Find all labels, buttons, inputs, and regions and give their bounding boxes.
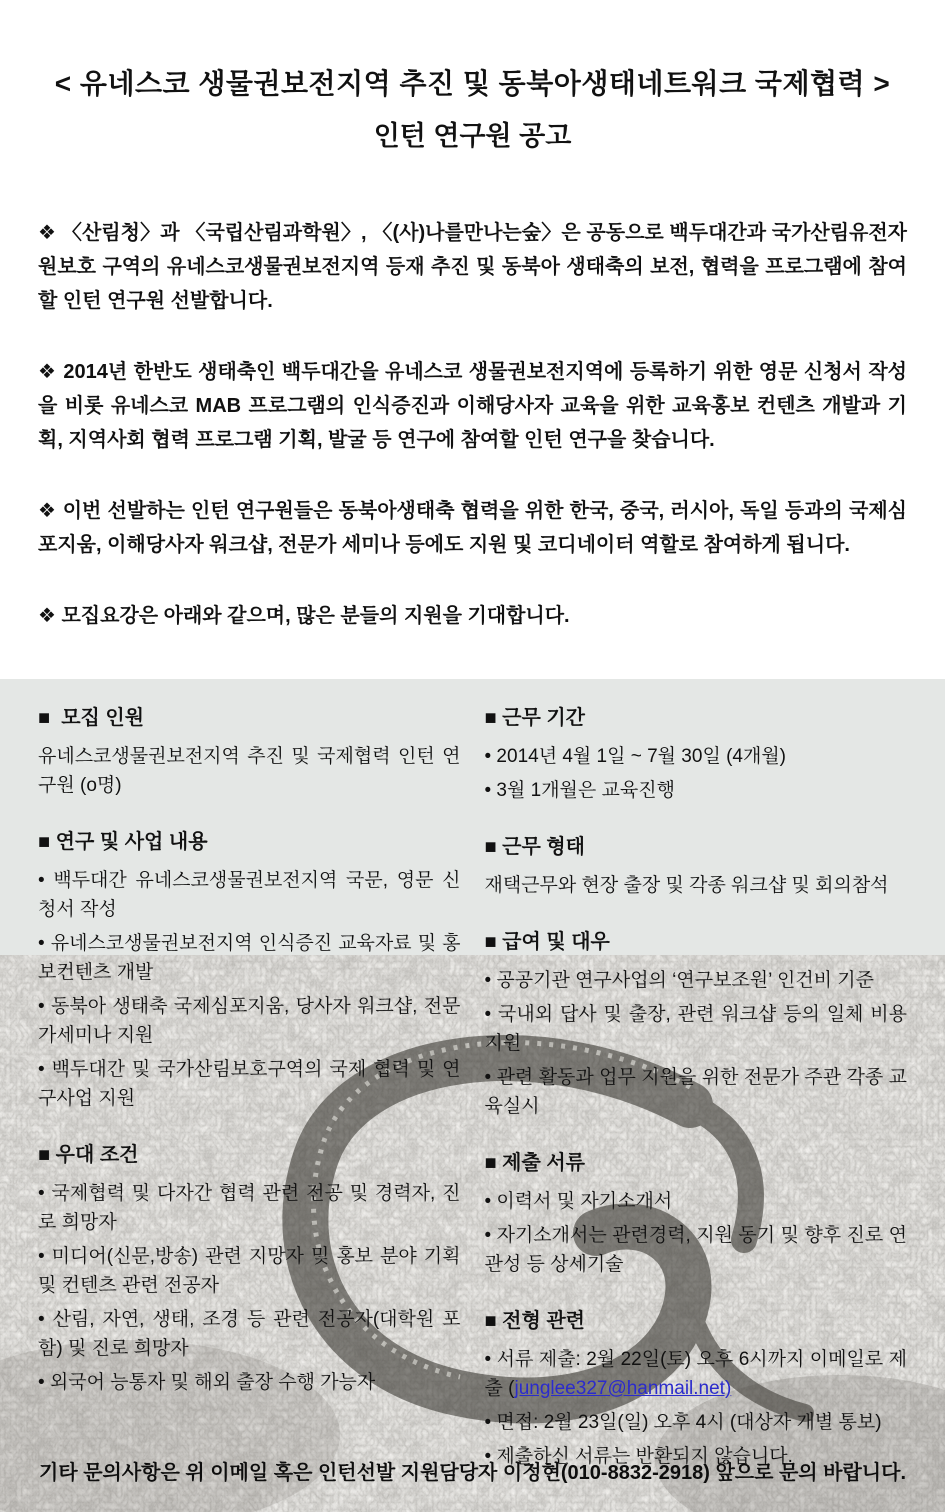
bullet-item: • 면접: 2월 23일(일) 오후 4시 (대상자 개별 통보) — [484, 1412, 882, 1433]
footer-contact: 기타 문의사항은 위 이메일 혹은 인턴선발 지원담당자 이정현(010-8832-2918) 앞으로 문의 바랍니다. — [39, 1462, 906, 1484]
section-body: 유네스코생물권보전지역 추진 및 국제협력 인턴 연구원 (o명) — [38, 746, 461, 796]
submission-deadline-text: • 서류 제출: 2월 22일(토) 오후 6시까지 이메일로 제출 ( — [484, 1349, 907, 1399]
section-work-type — [485, 835, 908, 900]
right-column — [485, 697, 908, 1476]
section-body: 재택근무와 현장 출장 및 각종 워크샵 및 회의참석 — [484, 875, 889, 896]
bullet-item: • 국내외 답사 및 출장, 관련 워크샵 등의 일체 비용 지원 — [484, 1004, 907, 1054]
section-selection-process — [485, 1309, 908, 1471]
recruitment-details — [0, 679, 945, 1476]
bullet-item: • 백두대간 및 국가산림보호구역의 국제 협력 및 연구사업 지원 — [38, 1059, 461, 1109]
document-subtitle: 인턴 연구원 공고 — [373, 121, 572, 151]
bullet-item: • 백두대간 유네스코생물권보전지역 국문, 영문 신청서 작성 — [38, 870, 461, 920]
section-research-content — [38, 830, 461, 1113]
document-title: < 유네스코 생물권보전지역 추진 및 동북아생태네트워크 국제협력 > — [54, 68, 891, 99]
bullet-item: • 제출하신 서류는 반환되지 않습니다. — [484, 1446, 793, 1467]
section-salary-benefits — [485, 930, 908, 1121]
bullet-item: • 유네스코생물권보전지역 인식증진 교육자료 및 홍보컨텐츠 개발 — [38, 933, 461, 983]
section-preferred-qualifications — [38, 1143, 461, 1397]
section-heading: ■ 근무 기간 — [484, 707, 585, 729]
bullet-item: • 동북아 생태축 국제심포지움, 당사자 워크샵, 전문가세미나 지원 — [38, 996, 461, 1046]
intro-paragraph-organizations: ❖ 〈산림청〉과 〈국립산림과학원〉, 〈(사)나를만나는숲〉은 공동으로 백두대간과 국가산림유전자원보호 구역의 유네스코생물권보전지역 등재 추진 및 동북아 생태축의 보전, 협력을 프로그램에 참여할 인턴 연구원 선발합니다. — [38, 222, 907, 312]
bullet-item-document-submission — [485, 1345, 908, 1403]
bullet-item: • 국제협력 및 다자간 협력 관련 전공 및 경력자, 진로 희망자 — [38, 1183, 461, 1233]
bullet-item: • 2014년 4월 1일 ~ 7월 30일 (4개월) — [484, 746, 787, 767]
bullet-item: • 3월 1개월은 교육진행 — [484, 780, 675, 801]
intro-section — [0, 154, 945, 633]
bullet-item: • 미디어(신문,방송) 관련 지망자 및 홍보 분야 기획 및 컨텐츠 관련 전공자 — [38, 1246, 461, 1296]
section-work-period — [485, 706, 908, 805]
section-heading: ■ 근무 형태 — [484, 836, 585, 858]
intro-paragraph-program: ❖ 2014년 한반도 생태축인 백두대간을 유네스코 생물권보전지역에 등록하기 위한 영문 신청서 작성을 비롯 유네스코 MAB 프로그램의 인식증진과 이해당사자 교육을 위한 교육홍보 컨텐츠 개발과 기획, 지역사회 협력 프로그램 기획, 발굴 등 연구에 참여할 인턴 연구을 찾습니다. — [38, 361, 907, 451]
bullet-item: • 이력서 및 자기소개서 — [484, 1191, 673, 1212]
section-submission-documents — [485, 1151, 908, 1279]
intro-paragraph-invitation: ❖ 모집요강은 아래와 같으며, 많은 분들의 지원을 기대합니다. — [38, 605, 570, 627]
bullet-item: • 공공기관 연구사업의 ‘연구보조원’ 인건비 기준 — [484, 970, 875, 991]
bullet-item: • 관련 활동과 업무 지원을 위한 전문가 주관 각종 교육실시 — [484, 1067, 907, 1117]
section-heading: ■ 모집 인원 — [38, 707, 145, 729]
bullet-item: • 산림, 자연, 생태, 조경 등 관련 전공자(대학원 포함) 및 진로 희망자 — [38, 1309, 461, 1359]
section-heading: ■ 급여 및 대우 — [484, 931, 610, 953]
email-link[interactable]: junglee327@hanmail.net) — [514, 1378, 732, 1399]
section-heading: ■ 연구 및 사업 내용 — [38, 831, 208, 853]
bullet-item: • 외국어 능통자 및 해외 출장 수행 가능자 — [38, 1372, 376, 1393]
intro-paragraph-roles: ❖ 이번 선발하는 인턴 연구원들은 동북아생태축 협력을 위한 한국, 중국, 러시아, 독일 등과의 국제심포지움, 이해당사자 워크샵, 전문가 세미나 등에도 지원 및 코디네이터 역할로 참여하게 됩니다. — [38, 500, 907, 556]
document-header — [0, 0, 945, 154]
section-recruit-count — [38, 706, 461, 800]
section-heading: ■ 제출 서류 — [484, 1152, 585, 1174]
left-column — [38, 697, 461, 1476]
bullet-item: • 자기소개서는 관련경력, 지원 동기 및 향후 진로 연관성 등 상세기술 — [484, 1225, 907, 1275]
section-heading: ■ 우대 조건 — [38, 1144, 139, 1166]
section-heading: ■ 전형 관련 — [484, 1310, 585, 1332]
